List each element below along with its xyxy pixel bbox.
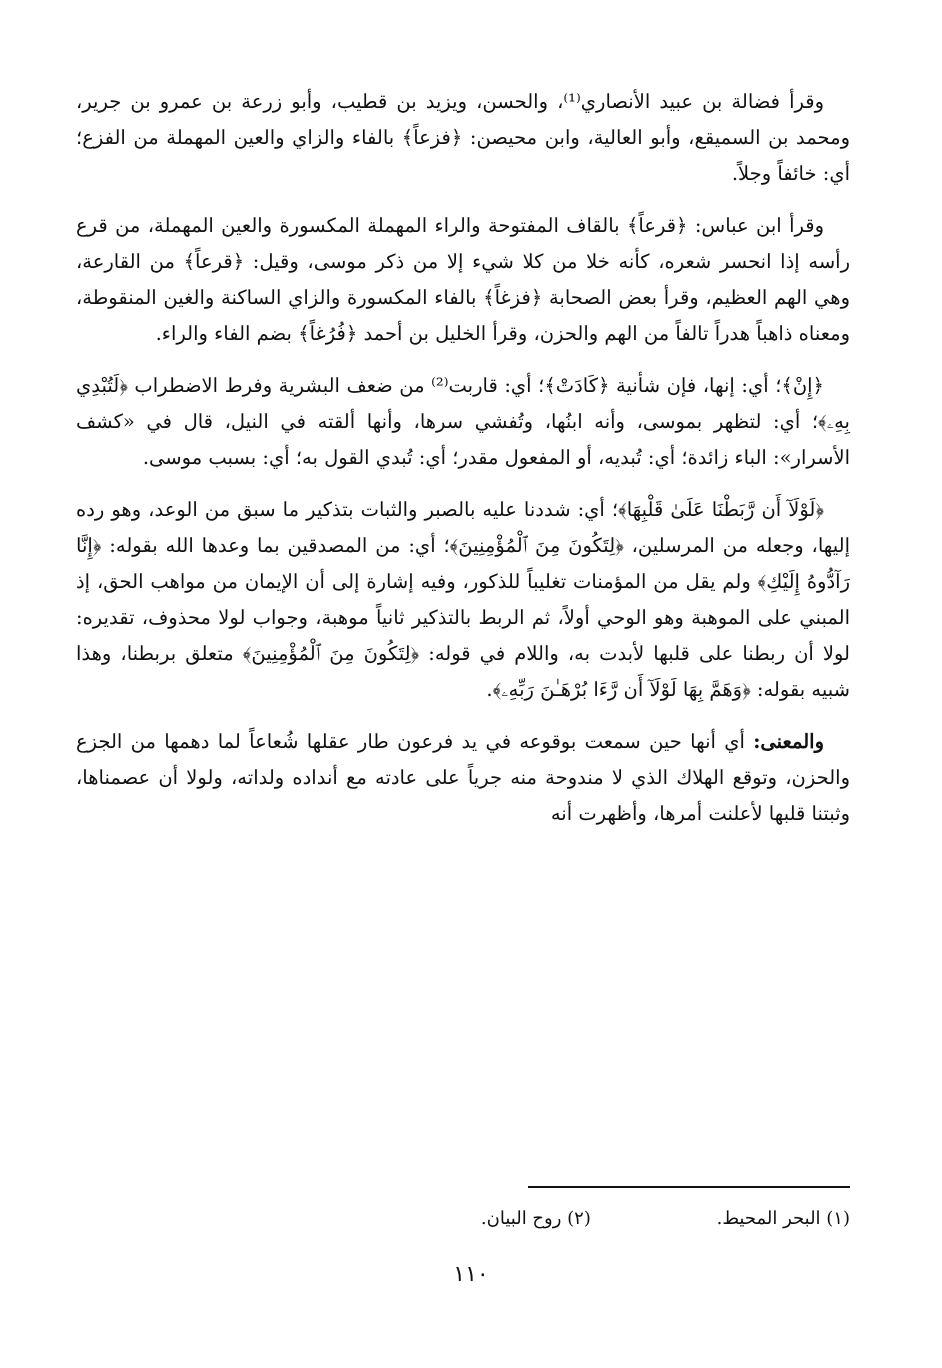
footnote-divider xyxy=(528,1186,850,1188)
paragraph-lead: والمعنى: xyxy=(753,730,824,753)
page-number: ١١٠ xyxy=(453,1262,489,1287)
paragraph-text: ﴿إِنْ﴾؛ أي: إنها، فإن شأنية ﴿كَادَتْ﴾؛ أي: قاربت⁽²⁾ من ضعف البشرية وفرط الاضطراب ﴿لَتُبْدِي بِهِۦ﴾؛ أي: لتظهر بموسى، وأنه ابنُها، وتُفشي سرها، وأنها ألقته في النيل، قال في «كشف الأسرار»: الباء زائدة؛ أي: تُبديه، أو المفعول مقدر؛ أي: تُبدي القول به؛ أي: بسبب موسى. xyxy=(76,374,850,469)
paragraph-2 xyxy=(76,208,850,352)
paragraph-3 xyxy=(76,368,850,476)
paragraph-text: ﴿لَوْلَآ أَن رَّبَطْنَا عَلَىٰ قَلْبِهَا﴾؛ أي: شددنا عليه بالصبر والثبات بتذكير ما سبق من الوعد، وهو رده إليها، وجعله من المرسلين، ﴿لِتَكُونَ مِنَ ٱلْمُؤْمِنِينَ﴾؛ أي: من المصدقين بما وعدها الله بقوله: ﴿إِنَّا رَآدُّوهُ إِلَيْكِ﴾ ولم يقل من المؤمنات تغليباً للذكور، وفيه إشارة إلى أن الإيمان من مواهب الحق، إذ المبني على الموهبة وهو الوحي أولاً، ثم الربط بالتذكير ثانياً موهبة، وجواب لولا محذوف، تقديره: لولا أن ربطنا على قلبها لأبدت به، واللام في قوله: ﴿لِتَكُونَ مِنَ ٱلْمُؤْمِنِينَ﴾ متعلق بربطنا، وهذا شبيه بقوله: ﴿وَهَمَّ بِهَا لَوْلَآ أَن رَّءَا بُرْهَـٰنَ رَبِّهِۦ﴾. xyxy=(76,498,850,701)
paragraph-5 xyxy=(76,724,850,832)
paragraph-4 xyxy=(76,492,850,708)
paragraph-text: أي أنها حين سمعت بوقوعه في يد فرعون طار عقلها شُعاعاً لما دهمها من الجزع والحزن، وتوقع الهلاك الذي لا مندوحة منه جرياً على عادته مع أنداده ولداته، ولولا أن عصمناها، وثبتنا قلبها لأعلنت أمرها، وأظهرت أنه xyxy=(76,730,850,825)
footnote-1: (١) البحر المحيط. xyxy=(716,1208,850,1229)
page-body xyxy=(76,84,850,848)
footnote-2: (٢) روح البيان. xyxy=(480,1208,591,1229)
footnotes xyxy=(76,1204,850,1234)
paragraph-text: وقرأ ابن عباس: ﴿قرعاً﴾ بالقاف المفتوحة والراء المهملة المكسورة والعين المهملة، من قرع رأسه إذا انحسر شعره، كأنه خلا من كلا شيء إلا من ذكر موسى، وقيل: ﴿قرعاً﴾ من القارعة، وهي الهم العظيم، وقرأ بعض الصحابة ﴿فزغاً﴾ بالفاء المكسورة والزاي الساكنة والغين المنقوطة، ومعناه ذاهباً هدراً تالفاً من الهم والحزن، وقرأ الخليل بن أحمد ﴿فُرُغاً﴾ بضم الفاء والراء. xyxy=(76,214,850,345)
paragraph-text: وقرأ فضالة بن عبيد الأنصاري⁽¹⁾، والحسن، ويزيد بن قطيب، وأبو زرعة بن عمرو بن جرير، ومحمد بن السميقع، وأبو العالية، وابن محيصن: ﴿فزعاً﴾ بالفاء والزاي والعين المهملة من الفزع؛ أي: خائفاً وجلاً. xyxy=(76,90,850,185)
paragraph-1 xyxy=(76,84,850,192)
